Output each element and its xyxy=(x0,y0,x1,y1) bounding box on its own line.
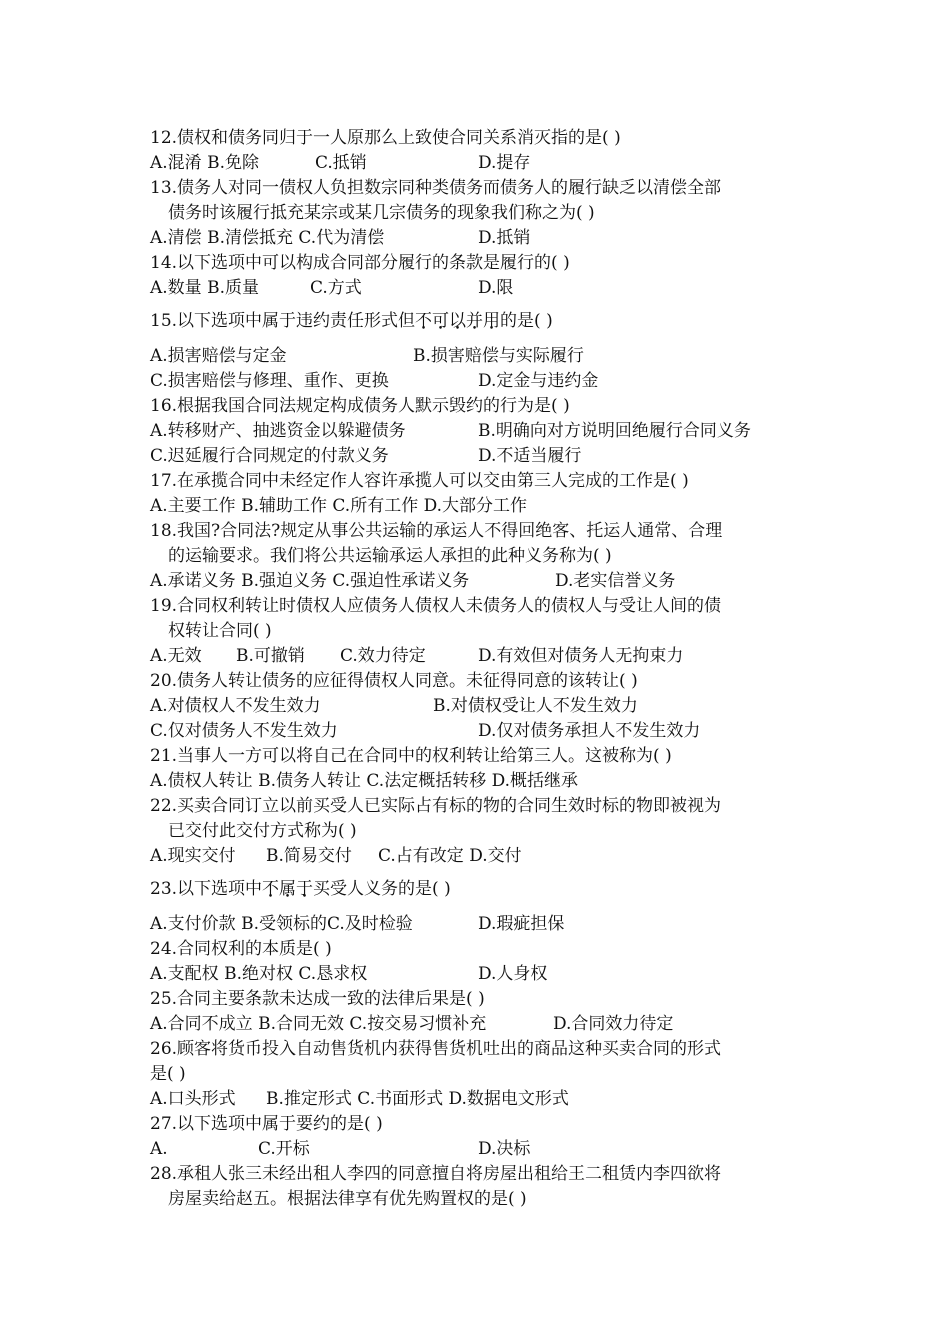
question-text: 20.债务人转让债务的应征得债权人同意。未征得同意的该转让( ) xyxy=(150,671,638,691)
question-text xyxy=(150,309,810,334)
option-text: D.提存 xyxy=(478,153,531,173)
question xyxy=(150,469,810,519)
option-text: A.支配权 B.绝对权 C.恳求权 xyxy=(150,964,368,984)
option-row xyxy=(150,962,810,987)
option-text: C.方式 xyxy=(310,278,362,298)
question-text-continued: 是( ) xyxy=(150,1064,186,1084)
question-text-continued: 债务时该履行抵充某宗或某几宗债务的现象我们称之为( ) xyxy=(168,203,595,223)
question xyxy=(150,669,810,744)
option-row xyxy=(150,694,810,719)
option-text: A.无效 xyxy=(150,646,202,666)
question xyxy=(150,744,810,794)
emphasized-char: 用 xyxy=(483,311,501,331)
option-row xyxy=(150,912,810,937)
question-text: 17.在承揽合同中未经定作人容许承揽人可以交由第三人完成的工作是( ) xyxy=(150,471,689,491)
option-text: A.损害赔偿与定金 xyxy=(150,346,287,366)
option-text: A.对债权人不发生效力 xyxy=(150,696,321,716)
question xyxy=(150,309,810,394)
question xyxy=(150,176,810,251)
option-text: A.主要工作 B.辅助工作 C.所有工作 D.大部分工作 xyxy=(150,496,528,516)
question xyxy=(150,1162,810,1212)
option-row xyxy=(150,569,810,594)
option-text: D.人身权 xyxy=(478,964,548,984)
question-text-part: 15.以下选项中属于违约责任形式但 xyxy=(150,311,416,331)
question-text: 25.合同主要条款未达成一致的法律后果是( ) xyxy=(150,989,485,1009)
option-text: A.合同不成立 B.合同无效 C.按交易习惯补充 xyxy=(150,1014,487,1034)
option-row xyxy=(150,719,810,744)
option-row xyxy=(150,276,810,301)
option-text: D.有效但对债务人无拘束力 xyxy=(478,646,684,666)
option-text: C.占有改定 D.交付 xyxy=(378,846,522,866)
option-text: A.清偿 B.清偿抵充 C.代为清偿 xyxy=(150,228,385,248)
emphasized-char: 不 xyxy=(415,311,433,331)
question-text: 16.根据我国合同法规定构成债务人默示毁约的行为是( ) xyxy=(150,396,570,416)
option-text: B.推定形式 C.书面形式 D.数据电文形式 xyxy=(266,1089,569,1109)
option-row xyxy=(150,1137,810,1162)
question-text-part: 23.以下选项中 xyxy=(150,879,263,899)
option-text: D.合同效力待定 xyxy=(553,1014,674,1034)
option-text: A. xyxy=(150,1139,168,1159)
question xyxy=(150,987,810,1037)
question-text-continued: 房屋卖给赵五。根据法律享有优先购置权的是( ) xyxy=(168,1189,527,1209)
question-text: 28.承租人张三未经出租人李四的同意擅自将房屋出租给王二租赁内李四欲将 xyxy=(150,1164,722,1184)
option-text: C.效力待定 xyxy=(340,646,426,666)
question xyxy=(150,1037,810,1112)
question-text xyxy=(150,877,810,902)
option-text: A.数量 B.质量 xyxy=(150,278,259,298)
option-text: A.口头形式 xyxy=(150,1089,236,1109)
option-text: D.瑕疵担保 xyxy=(478,914,565,934)
option-text: D.仅对债务承担人不发生效力 xyxy=(478,721,701,741)
exam-page xyxy=(150,126,810,1212)
question xyxy=(150,394,810,469)
option-row xyxy=(150,226,810,251)
question-text: 18.我国?合同法?规定从事公共运输的承运人不得回绝客、托运人通常、合理 xyxy=(150,521,723,541)
option-row xyxy=(150,344,810,369)
option-row xyxy=(150,369,810,394)
option-text: A.混淆 B.免除 xyxy=(150,153,259,173)
question xyxy=(150,877,810,937)
question-text: 21.当事人一方可以将自己在合同中的权利转让给第三人。这被称为( ) xyxy=(150,746,672,766)
option-row xyxy=(150,1087,810,1112)
option-text: B.损害赔偿与实际履行 xyxy=(413,346,584,366)
question-text-part: 买受人义务的是( ) xyxy=(313,879,451,899)
option-text: C.损害赔偿与修理、重作、更换 xyxy=(150,371,389,391)
question xyxy=(150,794,810,869)
option-text: A.支付价款 B.受领标的C.及时检验 xyxy=(150,914,413,934)
option-text: B.对债权受让人不发生效力 xyxy=(433,696,638,716)
option-text: D.老实信誉义务 xyxy=(555,571,676,591)
option-row xyxy=(150,844,810,869)
question-text: 14.以下选项中可以构成合同部分履行的条款是履行的( ) xyxy=(150,253,570,273)
option-text: D.决标 xyxy=(478,1139,531,1159)
option-text: A.债权人转让 B.债务人转让 C.法定概括转移 D.概括继承 xyxy=(150,771,579,791)
option-text: D.抵销 xyxy=(478,228,531,248)
question-text-continued: 权转让合同( ) xyxy=(168,621,272,641)
question-text: 19.合同权利转让时债权人应债务人债权人未债务人的债权人与受让人间的债 xyxy=(150,596,722,616)
emphasized-char: 以 xyxy=(449,311,467,331)
question-text: 22.买卖合同订立以前买受人已实际占有标的物的合同生效时标的物即被视为 xyxy=(150,796,722,816)
question xyxy=(150,251,810,301)
option-row xyxy=(150,151,810,176)
option-row xyxy=(150,494,810,519)
option-text: C.抵销 xyxy=(315,153,367,173)
emphasized-char: 属 xyxy=(279,879,297,899)
option-text: C.开标 xyxy=(258,1139,310,1159)
option-text: D.定金与违约金 xyxy=(478,371,599,391)
emphasized-char: 并 xyxy=(466,311,484,331)
option-row xyxy=(150,1012,810,1037)
question-text: 24.合同权利的本质是( ) xyxy=(150,939,332,959)
question xyxy=(150,1112,810,1162)
option-text: A.现实交付 xyxy=(150,846,236,866)
option-text: A.承诺义务 B.强迫义务 C.强迫性承诺义务 xyxy=(150,571,470,591)
question xyxy=(150,594,810,669)
option-text: B.可撤销 xyxy=(236,646,305,666)
option-text: A.转移财产、抽逃资金以躲避债务 xyxy=(150,421,406,441)
option-text: D.不适当履行 xyxy=(478,446,582,466)
question xyxy=(150,937,810,987)
question xyxy=(150,519,810,594)
emphasized-char: 可 xyxy=(432,311,450,331)
question-text: 13.债务人对同一债权人负担数宗同种类债务而债务人的履行缺乏以清偿全部 xyxy=(150,178,722,198)
option-text: C.迟延履行合同规定的付款义务 xyxy=(150,446,389,466)
option-text: B.简易交付 xyxy=(266,846,352,866)
option-row xyxy=(150,644,810,669)
option-row xyxy=(150,769,810,794)
question-text: 27.以下选项中属于要约的是( ) xyxy=(150,1114,383,1134)
option-row xyxy=(150,444,810,469)
option-text: B.明确向对方说明回绝履行合同义务 xyxy=(478,421,751,441)
question-text-continued: 的运输要求。我们将公共运输承运人承担的此种义务称为( ) xyxy=(168,546,612,566)
question-text-continued: 已交付此交付方式称为( ) xyxy=(168,821,357,841)
option-text: C.仅对债务人不发生效力 xyxy=(150,721,338,741)
question-text: 12.债权和债务同归于一人原那么上致使合同关系消灭指的是( ) xyxy=(150,128,621,148)
question-text-part: 的是( ) xyxy=(500,311,553,331)
question xyxy=(150,126,810,176)
emphasized-char: 不 xyxy=(262,879,280,899)
option-text: D.限 xyxy=(478,278,514,298)
emphasized-char: 于 xyxy=(296,879,314,899)
option-row xyxy=(150,419,810,444)
question-text: 26.顾客将货币投入自动售货机内获得售货机吐出的商品这种买卖合同的形式 xyxy=(150,1039,722,1059)
